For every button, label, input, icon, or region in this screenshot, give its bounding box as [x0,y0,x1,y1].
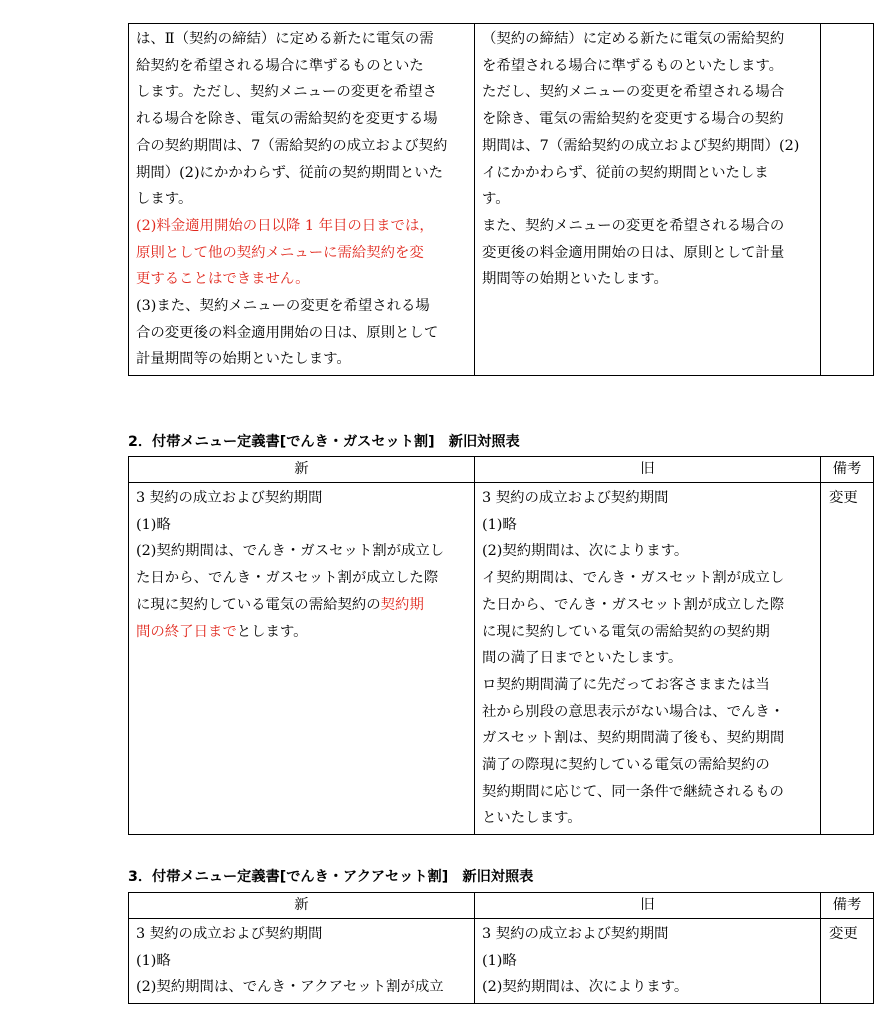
text-line: 間の満了日までといたします。 [482,650,683,667]
table-header-row [129,893,874,919]
text-line: 社から別段の意思表示がない場合は、でんき・ [482,703,785,720]
text-line: 満了の際現に契約している電気の需給契約の [482,757,770,774]
text-plain: に現に契約している電気の需給契約の [136,596,381,613]
text-line: 3 契約の成立および契約期間 [482,926,669,942]
text-line: (2)契約期間は、次によります。 [482,543,689,560]
old-column-cell [475,483,821,835]
text-line: 合の変更後の料金適用開始の日は、原則として [136,324,439,341]
comparison-table-continued [128,23,874,376]
changed-text-line: 更することはできません。 [136,271,310,288]
text-line: (1)略 [136,516,171,533]
text-line: （契約の締結）に定める新たに電気の需給契約 [482,31,785,47]
changed-text: 契約期 [380,596,424,613]
text-line: (1)略 [482,516,517,533]
header-old: 旧 [475,457,821,483]
text-line: ロ契約期間満了に先だってお客さままたは当 [482,676,770,693]
new-column-cell [129,483,475,835]
text-line: イにかかわらず、従前の契約期間といたしま [482,164,769,181]
text-line: ガスセット割は、契約期間満了後も、契約期間 [482,730,785,747]
table-header-row [129,457,874,483]
text-line: します。ただし、契約メニューの変更を希望さ [136,84,438,101]
text-line: (2)契約期間は、でんき・ガスセット割が成立し [136,543,445,560]
header-note: 備考 [821,457,874,483]
text-line: 3 契約の成立および契約期間 [136,490,323,506]
comparison-table-gas-set [128,456,874,835]
changed-text-line: 原則として他の契約メニューに需給契約を変 [136,244,424,261]
text-line: を除き、電気の需給契約を変更する場合の契約 [482,111,784,128]
header-note: 備考 [821,893,874,919]
section-title: 3．付帯メニュー定義書[でんき・アクアセット割] 新旧対照表 [128,869,534,885]
text-line: 給契約を希望される場合に準ずるものといた [136,57,424,74]
text-line: た日から、でんき・ガスセット割が成立した際 [136,570,439,587]
note-column-cell [821,483,874,835]
text-line [136,592,468,619]
text-line: す。 [482,191,510,208]
text-line: といたします。 [482,810,582,827]
header-new: 新 [129,893,475,919]
text-line: 変更後の料金適用開始の日は、原則として計量 [482,244,785,261]
header-new: 新 [129,457,475,483]
table-row [129,483,874,835]
change-note: 変更 [829,926,858,942]
changed-text: 間の終了日まで [136,623,237,640]
header-old: 旧 [475,893,821,919]
text-line: 合の契約期間は、7（需給契約の成立および契約 [136,137,448,154]
text-line: た日から、でんき・ガスセット割が成立した際 [482,596,785,613]
text-line: は、Ⅱ（契約の締結）に定める新たに電気の需 [136,31,434,47]
text-line: 期間）(2)にかかわらず、従前の契約期間といた [136,164,444,181]
text-line: に現に契約している電気の需給契約の契約期 [482,623,770,640]
old-column-cell [475,919,821,1004]
new-column-cell [129,919,475,1004]
text-line: 3 契約の成立および契約期間 [482,490,669,506]
new-column-cell [129,24,475,376]
text-line: イ契約期間は、でんき・ガスセット割が成立し [482,570,785,587]
text-line: また、契約メニューの変更を希望される場合の [482,217,785,234]
change-note: 変更 [829,490,858,506]
text-line: 期間等の始期といたします。 [482,271,668,288]
text-line: (2)契約期間は、次によります。 [482,979,689,996]
table-row [129,919,874,1004]
text-line [136,619,468,646]
text-line: (2)契約期間は、でんき・アクアセット割が成立 [136,979,444,996]
text-line: 契約期間に応じて、同一条件で継続されるもの [482,783,784,800]
text-line: (3)また、契約メニューの変更を希望される場 [136,298,430,315]
text-line: (1)略 [136,952,171,969]
text-line: します。 [136,191,193,208]
note-column-cell [821,919,874,1004]
text-line: 3 契約の成立および契約期間 [136,926,323,942]
note-column-cell [821,24,874,376]
text-line: れる場合を除き、電気の需給契約を変更する場 [136,111,438,128]
text-line: を希望される場合に準ずるものといたします。 [482,57,784,74]
text-plain: とします。 [236,623,308,640]
section-title: 2．付帯メニュー定義書[でんき・ガスセット割] 新旧対照表 [128,434,520,450]
text-line: 期間は、7（需給契約の成立および契約期間）(2) [482,137,800,154]
text-line: (1)略 [482,952,517,969]
text-line: 計量期間等の始期といたします。 [136,351,351,368]
text-line: ただし、契約メニューの変更を希望される場合 [482,84,785,101]
changed-text-line: (2)料金適用開始の日以降 1 年目の日までは， [136,217,434,234]
old-column-cell [475,24,821,376]
comparison-table-aqua-set [128,892,874,1004]
